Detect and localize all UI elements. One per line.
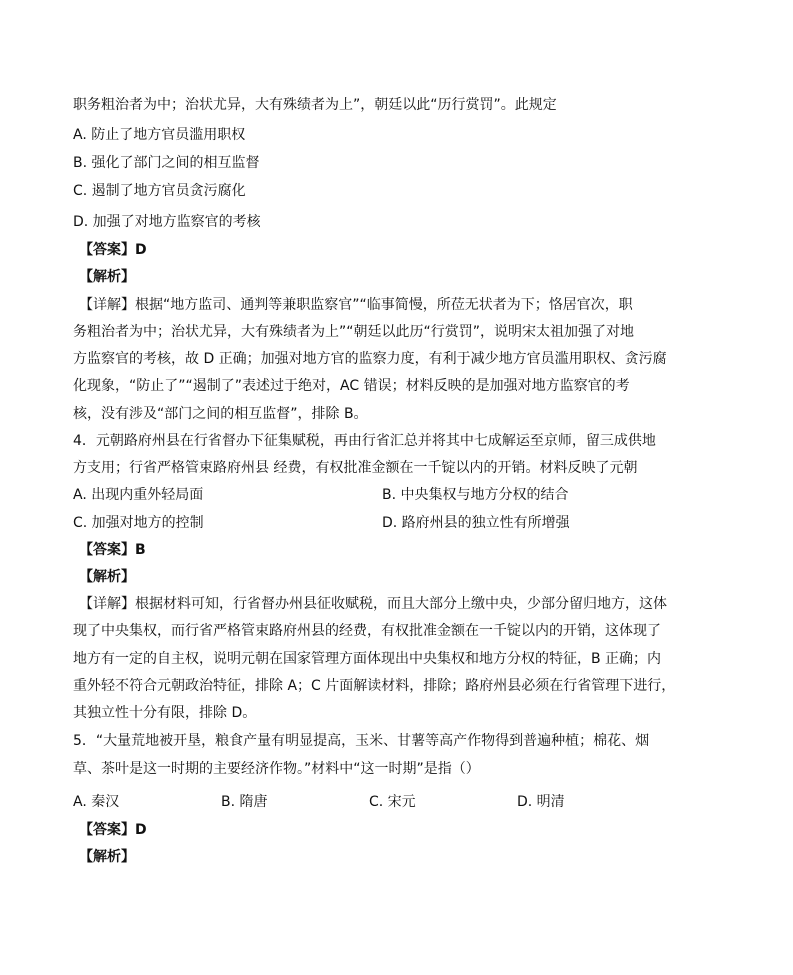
q5-option-c: C. 宋元 <box>369 794 416 810</box>
q4-detail-line-2: 现了中央集权，而行省严格管束路府州县的经费，有权批准金额在一千锭以内的开销，这体现了 <box>73 623 661 639</box>
q4-detail-line-5: 其独立性十分有限，排除 D。 <box>73 705 257 721</box>
q4-detail-line-1: 【详解】根据材料可知，行省督办州县征收赋税，而且大部分上缴中央，少部分留归地方，这体 <box>79 596 667 612</box>
q3-option-a: A. 防止了地方官员滥用职权 <box>73 127 246 143</box>
q4-option-d: D. 路府州县的独立性有所增强 <box>382 515 570 531</box>
q3-detail-line-1: 【详解】根据“地方监司、通判等兼职监察官”“临事简慢，所莅无状者为下；恪居官次，职 <box>79 297 633 313</box>
q3-stem-tail: 职务粗治者为中；治状尤异，大有殊绩者为上”，朝廷以此“历行赏罚”。此规定 <box>73 97 557 113</box>
q3-option-c: C. 遏制了地方官员贪污腐化 <box>73 183 246 199</box>
q4-analysis-label: 【解析】 <box>79 569 135 585</box>
q4-option-c: C. 加强对地方的控制 <box>73 515 204 531</box>
q5-option-d: D. 明清 <box>517 794 565 810</box>
q5-option-b: B. 隋唐 <box>221 794 268 810</box>
q5-option-a: A. 秦汉 <box>73 794 120 810</box>
q5-stem-line-1: 5．“大量荒地被开垦，粮食产量有明显提高，玉米、甘薯等高产作物得到普遍种植；棉花、烟 <box>73 733 650 749</box>
q3-detail-line-5: 核，没有涉及“部门之间的相互监督”，排除 B。 <box>73 406 368 422</box>
q3-detail-line-4: 化现象，“防止了”“遏制了”表述过于绝对，AC 错误；材料反映的是加强对地方监察官的考 <box>73 378 630 394</box>
q3-analysis-label: 【解析】 <box>79 269 135 285</box>
q3-detail-line-2: 务粗治者为中；治状尤异，大有殊绩者为上”“朝廷以此历“行赏罚”，说明宋太祖加强了对地 <box>73 324 635 340</box>
q4-answer: 【答案】B <box>79 542 146 558</box>
q4-detail-line-4: 重外轻不符合元朝政治特征，排除 A；C 片面解读材料，排除；路府州县必须在行省管理下进行， <box>73 678 676 694</box>
q3-option-b: B. 强化了部门之间的相互监督 <box>73 155 260 171</box>
q3-option-d: D. 加强了对地方监察官的考核 <box>73 214 261 230</box>
q5-answer: 【答案】D <box>79 822 147 838</box>
q4-stem-line-1: 4．元朝路府州县在行省督办下征集赋税，再由行省汇总并将其中七成解运至京师，留三成供地 <box>73 433 656 449</box>
q5-analysis-label: 【解析】 <box>79 849 135 865</box>
q4-option-b: B. 中央集权与地方分权的结合 <box>382 487 569 503</box>
q5-stem-line-2: 草、茶叶是这一时期的主要经济作物。”材料中“这一时期”是指（） <box>73 761 480 777</box>
q4-stem-line-2: 方支用；行省严格管束路府州县 经费，有权批准金额在一千锭以内的开销。材料反映了元朝 <box>73 460 638 476</box>
q4-detail-line-3: 地方有一定的自主权，说明元朝在国家管理方面体现出中央集权和地方分权的特征，B 正确；内 <box>73 651 662 667</box>
q3-detail-line-3: 方监察官的考核，故 D 正确；加强对地方官的监察力度，有利于减少地方官员滥用职权、贪污腐 <box>73 351 667 367</box>
q3-answer: 【答案】D <box>79 242 147 258</box>
q4-option-a: A. 出现内重外轻局面 <box>73 487 204 503</box>
